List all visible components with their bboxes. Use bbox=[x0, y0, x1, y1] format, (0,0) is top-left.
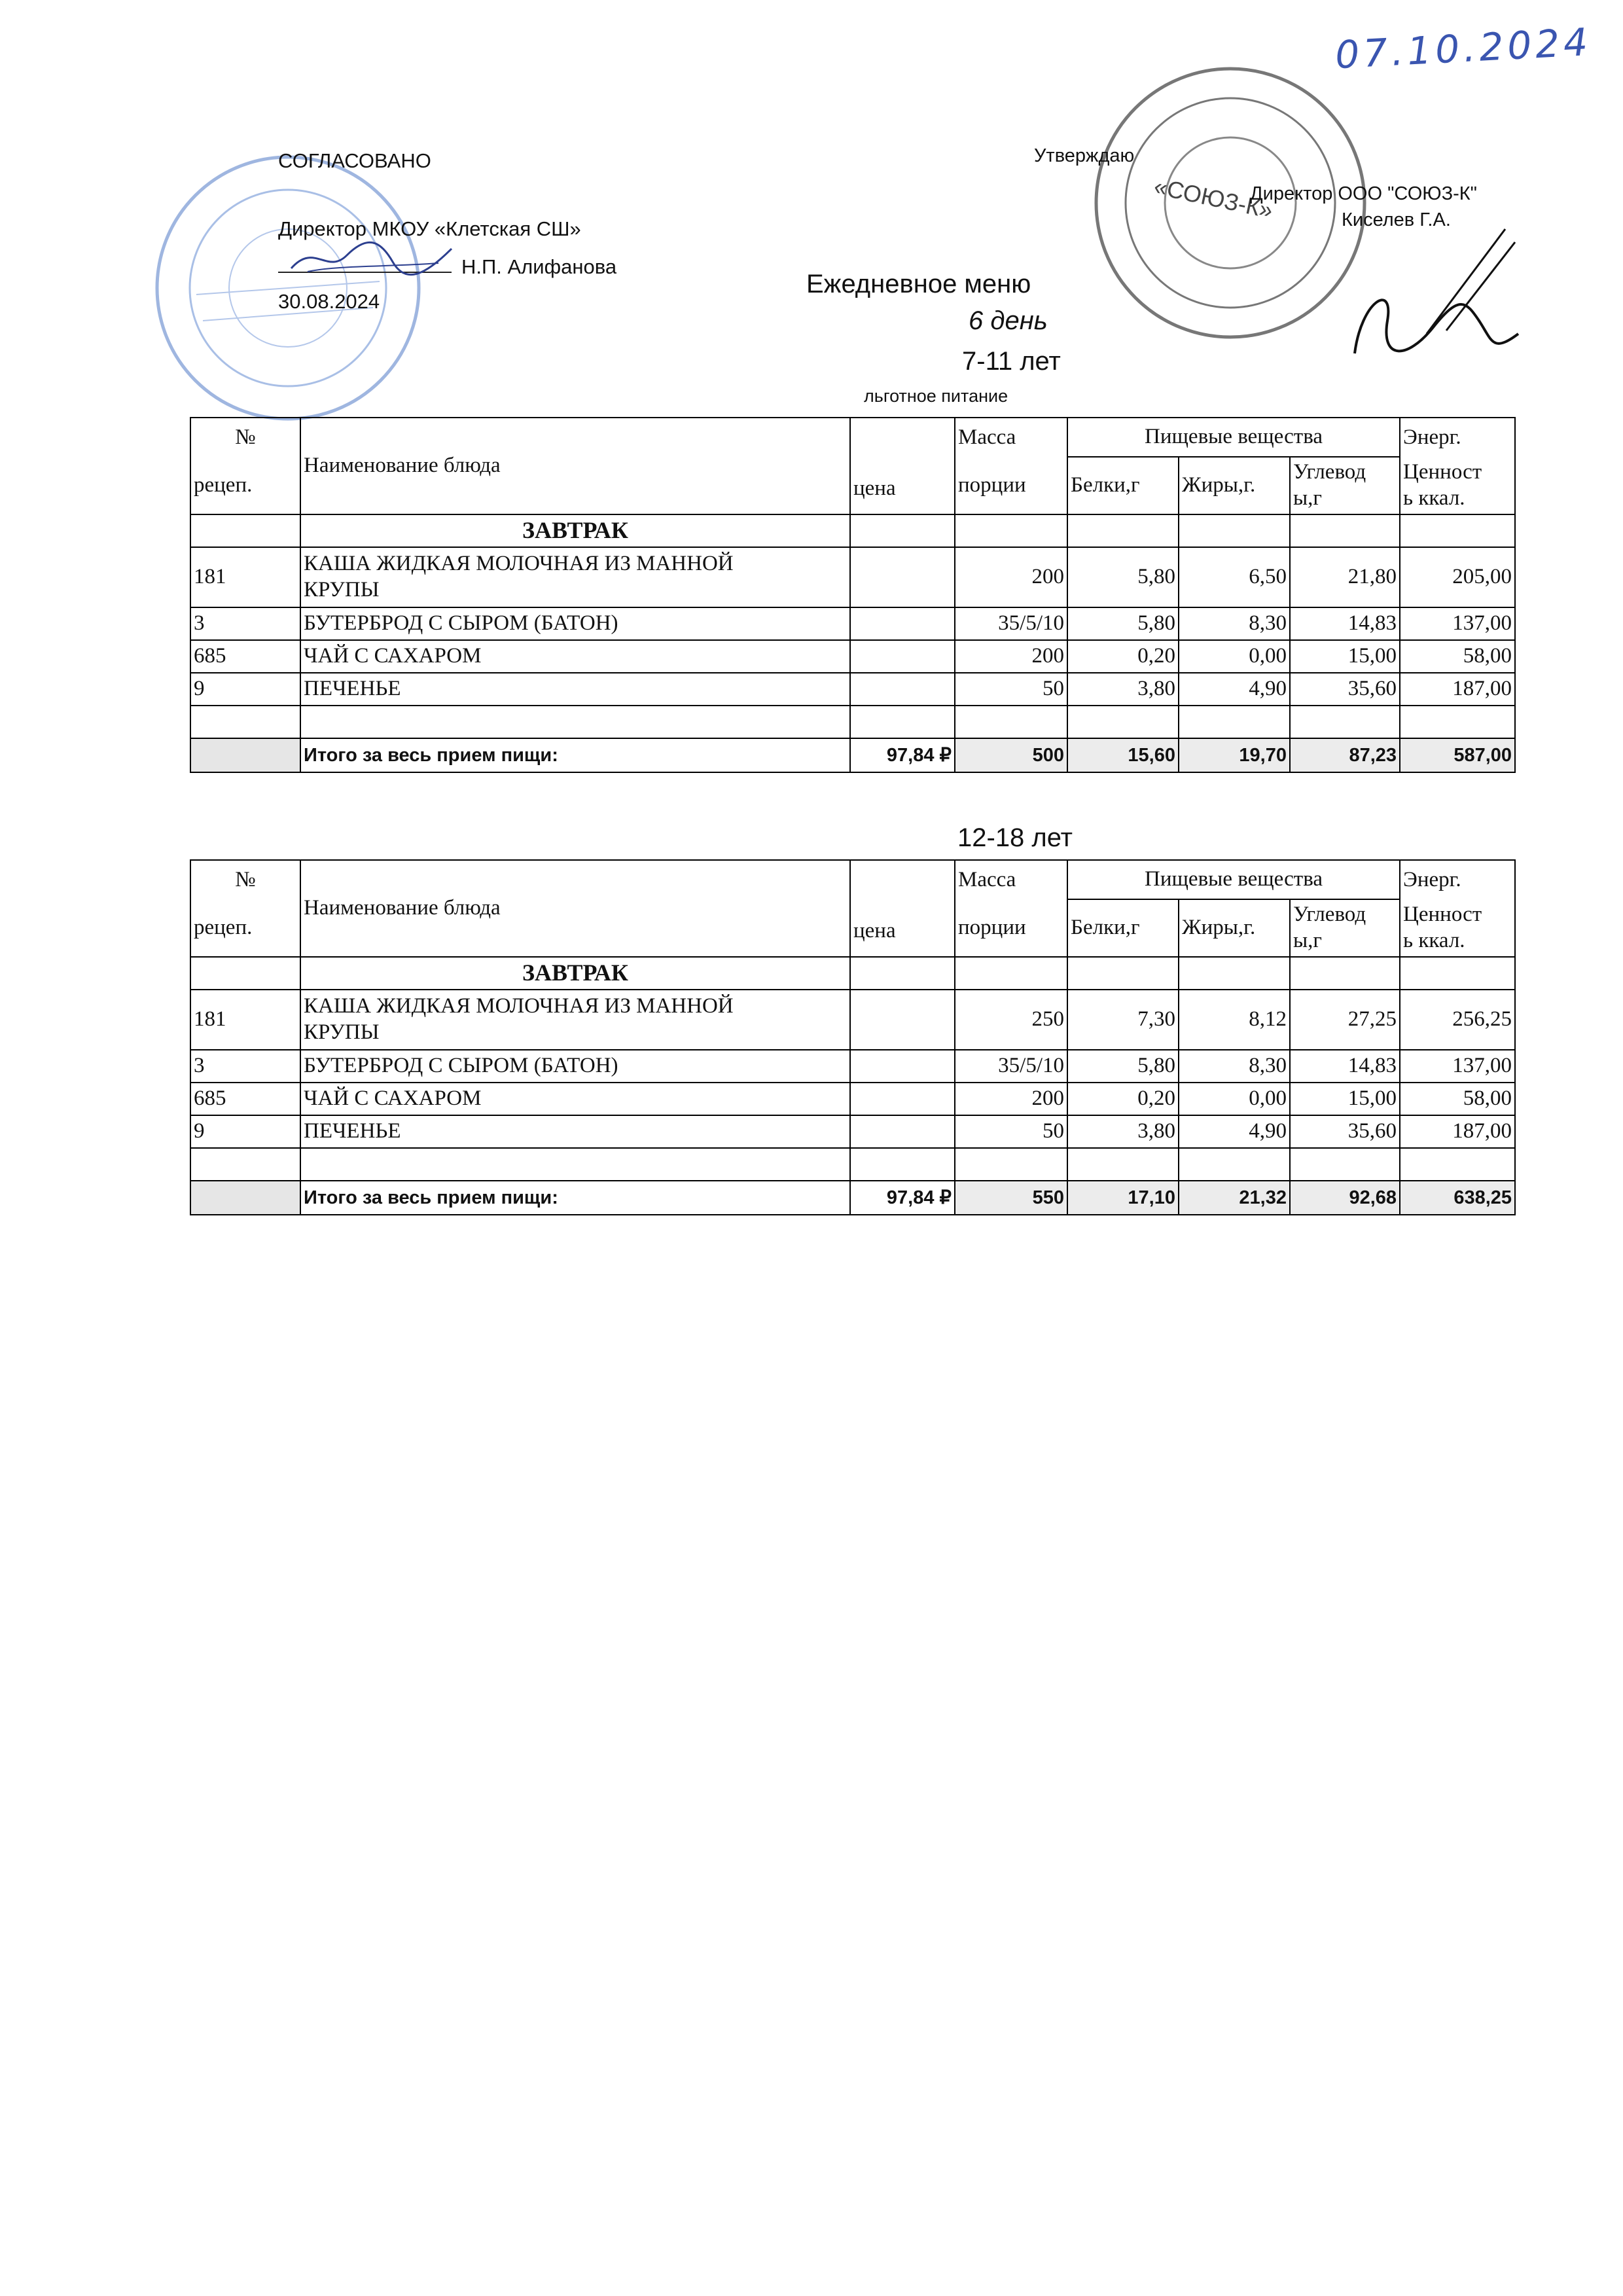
col-mass-header: Масса bbox=[955, 860, 1067, 899]
section-breakfast: ЗАВТРАК bbox=[300, 514, 850, 547]
col-protein-header: Белки,г bbox=[1067, 899, 1179, 957]
menu-day: 6 день bbox=[969, 306, 1048, 335]
col-energy-header: Энерг. bbox=[1400, 418, 1515, 457]
left-director-position: Директор МКОУ «Клетская СШ» bbox=[278, 217, 581, 240]
total-price: 97,84 ₽ bbox=[850, 738, 955, 772]
col-num-subheader: рецеп. bbox=[190, 899, 300, 957]
total-row: Итого за весь прием пищи: 97,84 ₽ 550 17,10 21,32 92,68 638,25 bbox=[190, 1181, 1515, 1215]
approve-label: Утверждаю bbox=[1034, 145, 1135, 166]
right-director-name: Киселев Г.А. bbox=[1342, 209, 1451, 230]
total-label: Итого за весь прием пищи: bbox=[300, 738, 850, 772]
col-dish-header: Наименование блюда bbox=[300, 418, 850, 514]
table-row: 9 ПЕЧЕНЬЕ 50 3,80 4,90 35,60 187,00 bbox=[190, 673, 1515, 706]
table-row: 685 ЧАЙ С САХАРОМ 200 0,20 0,00 15,00 58,00 bbox=[190, 1083, 1515, 1115]
company-seal-text: «СОЮЗ-К» bbox=[1151, 172, 1275, 224]
table-row: 181 КАША ЖИДКАЯ МОЛОЧНАЯ ИЗ МАННОЙ КРУПЫ 250 7,30 8,12 27,25 256,25 bbox=[190, 990, 1515, 1050]
left-date: 30.08.2024 bbox=[278, 290, 380, 313]
menu-table-7-11 bbox=[190, 417, 1516, 773]
col-mass-subheader: порции bbox=[955, 899, 1067, 957]
col-num-header: № bbox=[190, 860, 300, 899]
col-mass-subheader: порции bbox=[955, 457, 1067, 514]
col-energy-subheader: Ценност ь ккал. bbox=[1400, 899, 1515, 957]
total-label: Итого за весь прием пищи: bbox=[300, 1181, 850, 1215]
col-dish-header: Наименование блюда bbox=[300, 860, 850, 957]
right-director-position: Директор ООО "СОЮЗ-К" bbox=[1250, 183, 1477, 204]
table-row: 9 ПЕЧЕНЬЕ 50 3,80 4,90 35,60 187,00 bbox=[190, 1115, 1515, 1148]
col-fat-header: Жиры,г. bbox=[1179, 899, 1290, 957]
col-fat-header: Жиры,г. bbox=[1179, 457, 1290, 514]
empty-row bbox=[190, 706, 1515, 738]
col-price-header: цена bbox=[850, 418, 955, 514]
menu-table-12-18 bbox=[190, 859, 1516, 1215]
table-row: 181 КАША ЖИДКАЯ МОЛОЧНАЯ ИЗ МАННОЙ КРУПЫ 200 5,80 6,50 21,80 205,00 bbox=[190, 547, 1515, 607]
col-energy-subheader: Ценност ь ккал. bbox=[1400, 457, 1515, 514]
age-group-title-1: 7-11 лет bbox=[962, 347, 1061, 376]
menu-title: Ежедневное меню bbox=[806, 270, 1031, 298]
col-carbs-header: Углевод ы,г bbox=[1290, 899, 1400, 957]
col-mass-header: Масса bbox=[955, 418, 1067, 457]
col-num-header: № bbox=[190, 418, 300, 457]
left-signature bbox=[288, 236, 458, 281]
left-director-name: Н.П. Алифанова bbox=[461, 255, 617, 278]
col-protein-header: Белки,г bbox=[1067, 457, 1179, 514]
col-num-subheader: рецеп. bbox=[190, 457, 300, 514]
total-price: 97,84 ₽ bbox=[850, 1181, 955, 1215]
col-price-header: цена bbox=[850, 860, 955, 957]
table-row: 3 БУТЕРБРОД С СЫРОМ (БАТОН) 35/5/10 5,80 8,30 14,83 137,00 bbox=[190, 607, 1515, 640]
benefit-subtitle: льготное питание bbox=[864, 386, 1008, 406]
total-row: Итого за весь прием пищи: 97,84 ₽ 500 15,60 19,70 87,23 587,00 bbox=[190, 738, 1515, 772]
col-nutrients-header: Пищевые вещества bbox=[1067, 860, 1400, 899]
age-group-title-2: 12-18 лет bbox=[957, 823, 1073, 852]
col-energy-header: Энерг. bbox=[1400, 860, 1515, 899]
right-signature bbox=[1348, 223, 1525, 373]
section-breakfast: ЗАВТРАК bbox=[300, 957, 850, 990]
agreed-label: СОГЛАСОВАНО bbox=[278, 149, 431, 172]
table-row: 685 ЧАЙ С САХАРОМ 200 0,20 0,00 15,00 58,00 bbox=[190, 640, 1515, 673]
empty-row bbox=[190, 1148, 1515, 1181]
handwritten-date: 07.10.2024 bbox=[1334, 19, 1593, 78]
table-row: 3 БУТЕРБРОД С СЫРОМ (БАТОН) 35/5/10 5,80 8,30 14,83 137,00 bbox=[190, 1050, 1515, 1083]
col-nutrients-header: Пищевые вещества bbox=[1067, 418, 1400, 457]
col-carbs-header: Углевод ы,г bbox=[1290, 457, 1400, 514]
school-round-seal bbox=[151, 151, 425, 425]
